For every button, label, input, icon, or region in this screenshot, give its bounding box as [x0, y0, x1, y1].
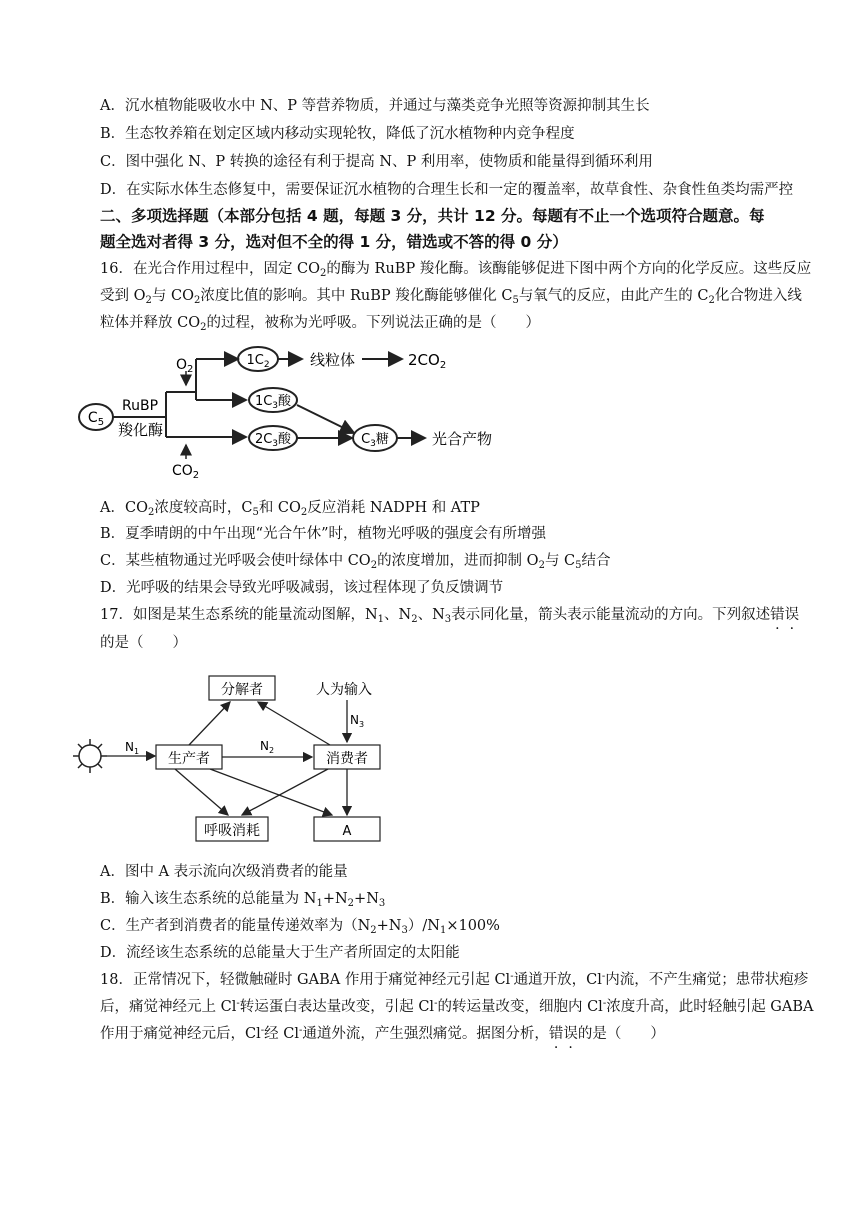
o2-label: $O_2$: [176, 357, 194, 375]
q16-option-c: C．某些植物通过光呼吸会使叶绿体中 $CO_2$的浓度增加，进而抑制 $O_2$与 $C_5$结合: [100, 553, 611, 571]
q15-option-b: B．生态牧养箱在划定区域内移动实现轮牧，降低了沉水植物种内竞争程度: [100, 126, 575, 142]
q15-option-c: C．图中强化 N、P 转换的途径有利于提高 N、P 利用率，使物质和能量得到循环利用: [100, 154, 653, 170]
q17-option-d: D．流经该生态系统的总能量大于生产者所固定的太阳能: [100, 945, 460, 961]
q16-stem-line1: 16．在光合作用过程中，固定 $CO_2$的酶为 RuBP 羧化酶。该酶能够促进下图中两个方向的化学反应。这些反应: [100, 261, 812, 279]
q16-option-a: A．$CO_2$浓度较高时，$C_5$和 $CO_2$反应消耗 NADPH 和 ATP: [100, 500, 480, 518]
q15-option-d: D．在实际水体生态修复中，需要保证沉水植物的合理生长和一定的覆盖率，故草食性、杂食性鱼类均需严控: [100, 182, 794, 198]
q17-option-c: C．生产者到消费者的能量传递效率为$(N_2+N_3)/N_1\times 100\%$: [100, 918, 500, 936]
q17-option-a: A．图中 A 表示流向次级消费者的能量: [100, 864, 348, 880]
q16-option-b: B．夏季晴朗的中午出现“光合午休”时，植物光呼吸的强度会有所增强: [100, 526, 546, 542]
co2-in-label: $CO_2$: [172, 463, 200, 481]
q17-stem-line1: 17．如图是某生态系统的能量流动图解，$N_1$、$N_2$、$N_3$表示同化量，箭头表示能量流动的方向。下列叙述错误: [100, 607, 800, 625]
q16-stem-line3: 粒体并释放 $CO_2$的过程，被称为光呼吸。下列说法正确的是（ ）: [100, 315, 540, 333]
energy-flow-diagram: [70, 668, 400, 850]
human-input-label: 人为输入: [316, 682, 372, 698]
c3-acid-1-label: $1C_3$酸: [254, 394, 292, 411]
c3-sugar-label: $C_3$糖: [361, 432, 389, 449]
producer-label: 生产者: [168, 751, 210, 767]
q15-option-a: A．沉水植物能吸收水中 N、P 等营养物质，并通过与藻类竞争光照等资源抑制其生长: [100, 98, 650, 114]
enzyme-label-1: RuBP: [122, 398, 159, 414]
q17-option-b: B．输入该生态系统的总能量为 $N_1+N_2+N_3$: [100, 891, 386, 909]
enzyme-label-2: 羧化酶: [118, 421, 164, 439]
c2-label: $1C_2$: [246, 353, 270, 370]
n1-label: $N_1$: [125, 740, 140, 756]
q18-stem-line3: 作用于痛觉神经元后，Cl-经 Cl-通道外流，产生强烈痛觉。据图分析，错误的是（ ）: [100, 1025, 665, 1042]
c5-label: $C_5$: [87, 410, 105, 428]
n3-label: $N_3$: [350, 713, 365, 729]
q16-option-d: D．光呼吸的结果会导致光呼吸减弱，该过程体现了负反馈调节: [100, 580, 504, 596]
q17-stem-line2: 的是（ ）: [100, 635, 187, 651]
section2-heading-line2: 题全选对者得 3 分，选对但不全的得 1 分，错选或不答的得 0 分）: [100, 233, 568, 251]
q18-stem-line2: 后，痛觉神经元上 Cl-转运蛋白表达量改变，引起 Cl-的转运量改变，细胞内 Cl-浓度升高，此时轻触引起 GABA: [100, 998, 814, 1015]
photosynthetic-product-label: 光合产物: [432, 430, 493, 448]
q16-stem-line2: 受到 $O_2$与 $CO_2$浓度比值的影响。其中 RuBP 羧化酶能够催化 $C_5$与氧气的反应，由此产生的 $C_2$化合物进入线: [100, 288, 802, 306]
decomposer-label: 分解者: [221, 682, 263, 698]
sun-icon: [73, 739, 107, 773]
c3-acid-2-label: $2C_3$酸: [254, 432, 292, 449]
section2-heading-line1: 二、多项选择题（本部分包括 4 题，每题 3 分，共计 12 分。每题有不止一个选项符合题意。每: [100, 207, 765, 225]
co2-out-label: $2CO_2$: [408, 351, 447, 371]
photorespiration-diagram: [70, 345, 520, 485]
n2-label: $N_2$: [260, 739, 275, 755]
q18-stem-line1: 18．正常情况下，轻微触碰时 GABA 作用于痛觉神经元引起 Cl-通道开放，Cl-内流，不产生痛觉；患带状疱疹: [100, 971, 809, 988]
mitochondria-label: 线粒体: [310, 351, 356, 369]
a-label: A: [342, 824, 352, 839]
consumer-label: 消费者: [326, 751, 368, 767]
respiration-label: 呼吸消耗: [204, 823, 260, 839]
